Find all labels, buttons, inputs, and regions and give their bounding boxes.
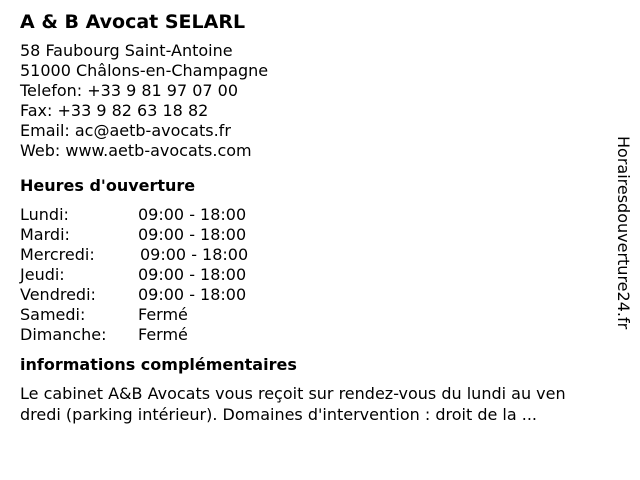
day-label: Jeudi: — [20, 265, 65, 284]
day-label: Samedi: — [20, 305, 86, 324]
business-name: A & B Avocat SELARL — [20, 11, 246, 33]
hours-row-monday — [20, 205, 610, 225]
day-label: Dimanche: — [20, 325, 107, 344]
day-label: Vendredi: — [20, 285, 96, 304]
day-hours: 09:00 - 18:00 — [138, 285, 247, 304]
day-hours: Fermé — [138, 325, 188, 344]
watermark-text: Horairesdouverture24.fr — [614, 136, 633, 330]
hours-table — [20, 205, 610, 345]
hours-row-tuesday — [20, 225, 610, 245]
day-label: Lundi: — [20, 205, 69, 224]
hours-row-saturday — [20, 305, 610, 325]
phone-line: Telefon: +33 9 81 97 07 00 — [20, 81, 239, 100]
hours-row-sunday — [20, 325, 610, 345]
hours-row-friday — [20, 285, 610, 305]
day-hours: 09:00 - 18:00 — [138, 205, 247, 224]
listing-card — [20, 10, 610, 425]
day-hours: 09:00 - 18:00 — [140, 245, 249, 264]
info-description: Le cabinet A&B Avocats vous reçoit sur rendez-vous du lundi au ven dredi (parking intérieur). Domaines d'intervention : droit de la ... — [20, 384, 566, 424]
info-heading: informations complémentaires — [20, 355, 297, 374]
web-line: Web: www.aetb-avocats.com — [20, 141, 252, 160]
day-hours: 09:00 - 18:00 — [138, 225, 247, 244]
day-label: Mardi: — [20, 225, 70, 244]
hours-heading: Heures d'ouverture — [20, 176, 196, 195]
address-line-1: 58 Faubourg Saint-Antoine — [20, 41, 233, 60]
hours-row-wednesday — [20, 245, 610, 265]
hours-row-thursday — [20, 265, 610, 285]
day-label: Mercredi: — [20, 245, 95, 264]
site-watermark — [614, 136, 634, 346]
day-hours: Fermé — [138, 305, 188, 324]
address-line-2: 51000 Châlons-en-Champagne — [20, 61, 269, 80]
day-hours: 09:00 - 18:00 — [138, 265, 247, 284]
email-line: Email: ac@aetb-avocats.fr — [20, 121, 231, 140]
fax-line: Fax: +33 9 82 63 18 82 — [20, 101, 209, 120]
